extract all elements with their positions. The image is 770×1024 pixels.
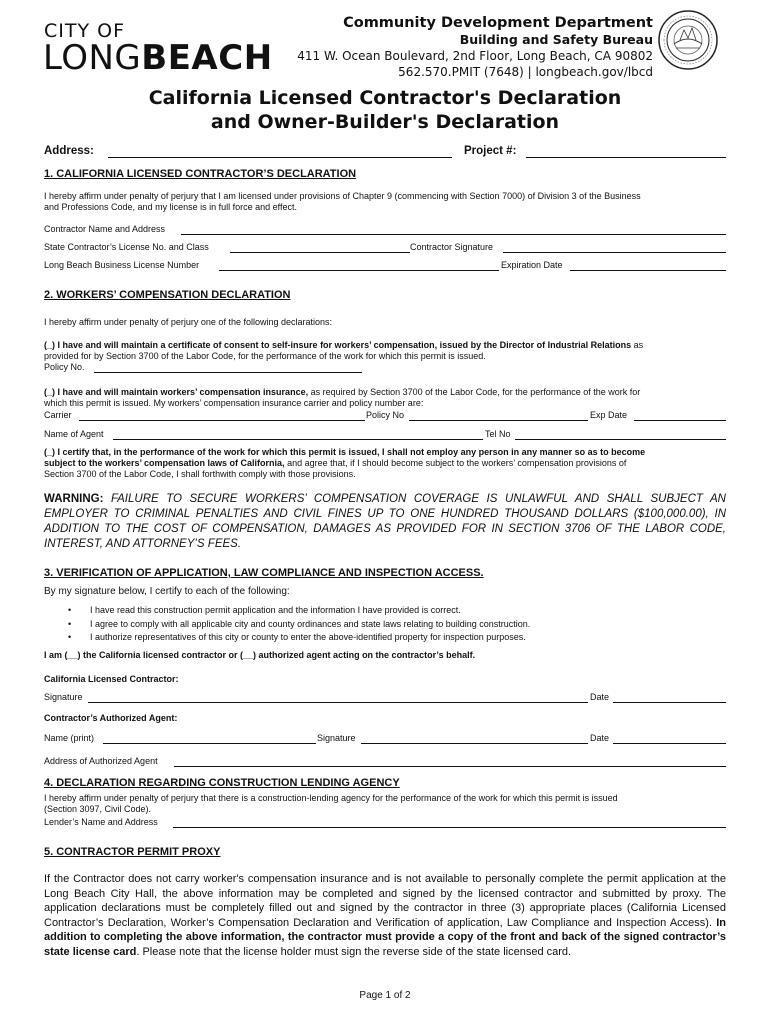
address-field[interactable] (108, 157, 452, 158)
policy-field[interactable] (94, 372, 362, 373)
option2-line2: which this permit is issued. My workers’ compensation insurance carrier and policy number are: (44, 398, 424, 408)
bullet-item: • I have read this construction permit application and the information I have provided is correct. (90, 605, 461, 615)
clc-signature-label: Signature (44, 692, 83, 702)
agent-address-field[interactable] (174, 766, 726, 767)
section5-heading: 5. CONTRACTOR PERMIT PROXY (44, 846, 221, 858)
clc-date-field[interactable] (613, 702, 726, 703)
section1-heading: 1. CALIFORNIA LICENSED CONTRACTOR’S DECLARATION (44, 168, 357, 180)
option2-bold[interactable]: (_) I have and will maintain workers’ compensation insurance, (44, 387, 309, 397)
section5-text-bold: In addition to completing the above information, the contractor must provide a copy of the front and back of the signed contractor’s state license card (44, 916, 726, 958)
form-title-line1: California Licensed Contractor's Declaration (148, 87, 622, 109)
page-number: Page 1 of 2 (359, 990, 411, 1001)
clc-heading: California Licensed Contractor: (44, 674, 179, 684)
option3-text (44, 447, 734, 480)
option1-line2: provided for by Section 3700 of the Labor Code, for the performance of the work for which this permit is issued. (44, 351, 486, 361)
section5-text-c: . Please note that the license holder must sign the reverse side of the state licensed card. (136, 945, 572, 958)
bullet-item: • I authorize representatives of this city or county to enter the above-identified property for inspection purposes. (90, 632, 526, 642)
form-title-line2: and Owner-Builder's Declaration (210, 111, 560, 133)
section1-text-line2: and Professions Code, and my license is in full force and effect. (44, 202, 297, 212)
project-field[interactable] (526, 157, 726, 158)
option3-bold[interactable]: (_) I certify that, in the performance of the work for which this permit is issued, I shall not employ any person in any manner so as to become (44, 447, 646, 457)
option2-rest: as required by Section 3700 of the Labor Code, for the performance of the work for (308, 387, 641, 397)
section4-heading: 4. DECLARATION REGARDING CONSTRUCTION LENDING AGENCY (44, 777, 400, 789)
expiration-date-field[interactable] (570, 270, 726, 271)
section4-text (44, 793, 734, 815)
business-license-field[interactable] (219, 270, 499, 271)
agent-date-label: Date (590, 733, 610, 743)
section5-text (44, 872, 726, 959)
tel-no-field[interactable] (515, 439, 726, 440)
logo-city-of: CITY OF (44, 20, 126, 42)
lender-label: Lender’s Name and Address (44, 817, 158, 827)
policy-no-field[interactable] (409, 420, 588, 421)
logo-beach: BEACH (141, 38, 273, 78)
exp-date-label: Exp Date (590, 410, 628, 420)
section4-text-line2: (Section 3097, Civil Code). (44, 804, 152, 814)
department-contact: 562.570.PMIT (7648) | longbeach.gov/lbcd (398, 65, 653, 79)
logo-long-beach (43, 38, 273, 78)
section3-intro: By my signature below, I certify to each of the following: (44, 586, 290, 597)
project-label: Project #: (464, 145, 517, 157)
logo-long: LONG (43, 38, 142, 78)
license-field[interactable] (230, 252, 410, 253)
city-seal-icon (658, 10, 718, 70)
section5-text-a: If the Contractor does not carry worker's compensation insurance and is not available to personally complete the permit application at the Long Beach City Hall, the above information may be completed and signed by the licensed contractor and submitted by proxy. The application declarations must be completely filled out and signed by the contractor in three (3) appropriate places (California Licensed Contractor’s Declaration, Worker’s Compensation Declaration and Verification of application, Law Compliance and Inspection Access). (44, 873, 726, 929)
section1-text-line1: I hereby affirm under penalty of perjury that I am licensed under provisions of Chapter 9 (commencing with Section 7000) of Division 3 of the Business (44, 191, 641, 201)
agent-date-field[interactable] (613, 743, 726, 744)
agent-signature-field[interactable] (361, 743, 588, 744)
option1-rest: as (631, 340, 644, 350)
name-print-label: Name (print) (44, 733, 95, 743)
section3-heading: 3. VERIFICATION OF APPLICATION, LAW COMPLIANCE AND INSPECTION ACCESS. (44, 567, 484, 579)
i-am-statement[interactable]: I am (__) the California licensed contractor or (__) authorized agent acting on the contractor’s behalf. (44, 650, 476, 660)
bureau-name: Building and Safety Bureau (459, 32, 653, 47)
address-label: Address: (44, 145, 94, 157)
exp-date-field[interactable] (634, 420, 726, 421)
form-title (0, 86, 770, 134)
agent-name-label: Name of Agent (44, 429, 104, 439)
business-license-label: Long Beach Business License Number (44, 260, 200, 270)
name-print-field[interactable] (103, 743, 316, 744)
section1-text (44, 191, 734, 213)
tel-no-label: Tel No (485, 429, 511, 439)
carrier-field[interactable] (79, 420, 365, 421)
option3-rest-line2: and agree that, if I should become subject to the workers’ compensation provisions of (284, 458, 627, 468)
option3-line3: Section 3700 of the Labor Code, I shall forthwith comply with those provisions. (44, 469, 356, 479)
policy-label: Policy No. (44, 362, 85, 372)
section2-heading: 2. WORKERS’ COMPENSATION DECLARATION (44, 289, 291, 301)
section4-text-line1: I hereby affirm under penalty of perjury that there is a construction-lending agency for the performance of the work for which this permit is issued (44, 793, 618, 803)
license-label: State Contractor’s License No. and Class (44, 242, 209, 252)
bullet-item: • I agree to comply with all applicable city and county ordinances and state laws relating to building construction. (90, 619, 530, 629)
agent-signature-label: Signature (317, 733, 356, 743)
warning-text (44, 492, 726, 552)
warning-body: FAILURE TO SECURE WORKERS’ COMPENSATION COVERAGE IS UNLAWFUL AND SHALL SUBJECT AN EMPLOYER TO CRIMINAL PENALTIES AND CIVIL FINES UP TO ONE HUNDRED THOUSAND DOLLARS ($100,000.00), IN ADDITION TO THE COST OF COMPENSATION, DAMAGES AS PROVIDED FOR IN SECTION 3706 OF THE LABOR CODE, INTEREST, AND ATTORNEY’S FEES. (44, 493, 726, 550)
contractor-signature-label: Contractor Signature (410, 242, 494, 252)
policy-no-label: Policy No (366, 410, 405, 420)
option3-bold-line2: subject to the workers’ compensation laws of California, (44, 458, 285, 468)
contractor-name-field[interactable] (181, 234, 726, 235)
department-name: Community Development Department (343, 15, 653, 31)
agent-heading: Contractor’s Authorized Agent: (44, 713, 178, 723)
clc-date-label: Date (590, 692, 610, 702)
department-address: 411 W. Ocean Boulevard, 2nd Floor, Long Beach, CA 90802 (297, 49, 653, 63)
lender-field[interactable] (173, 827, 726, 828)
option1-text (44, 340, 734, 362)
agent-address-label: Address of Authorized Agent (44, 756, 158, 766)
option2-text (44, 387, 734, 409)
section2-intro: I hereby affirm under penalty of perjury one of the following declarations: (44, 317, 332, 327)
contractor-signature-field[interactable] (503, 252, 726, 253)
department-block (297, 14, 653, 80)
option1-bold[interactable]: (_) I have and will maintain a certificate of consent to self-insure for workers’ compensation, issued by the Director of Industrial Relations (44, 340, 632, 350)
warning-label: WARNING: (44, 493, 104, 505)
carrier-label: Carrier (44, 410, 72, 420)
contractor-name-label: Contractor Name and Address (44, 224, 166, 234)
clc-signature-field[interactable] (88, 702, 588, 703)
expiration-date-label: Expiration Date (501, 260, 563, 270)
agent-name-field[interactable] (113, 439, 483, 440)
